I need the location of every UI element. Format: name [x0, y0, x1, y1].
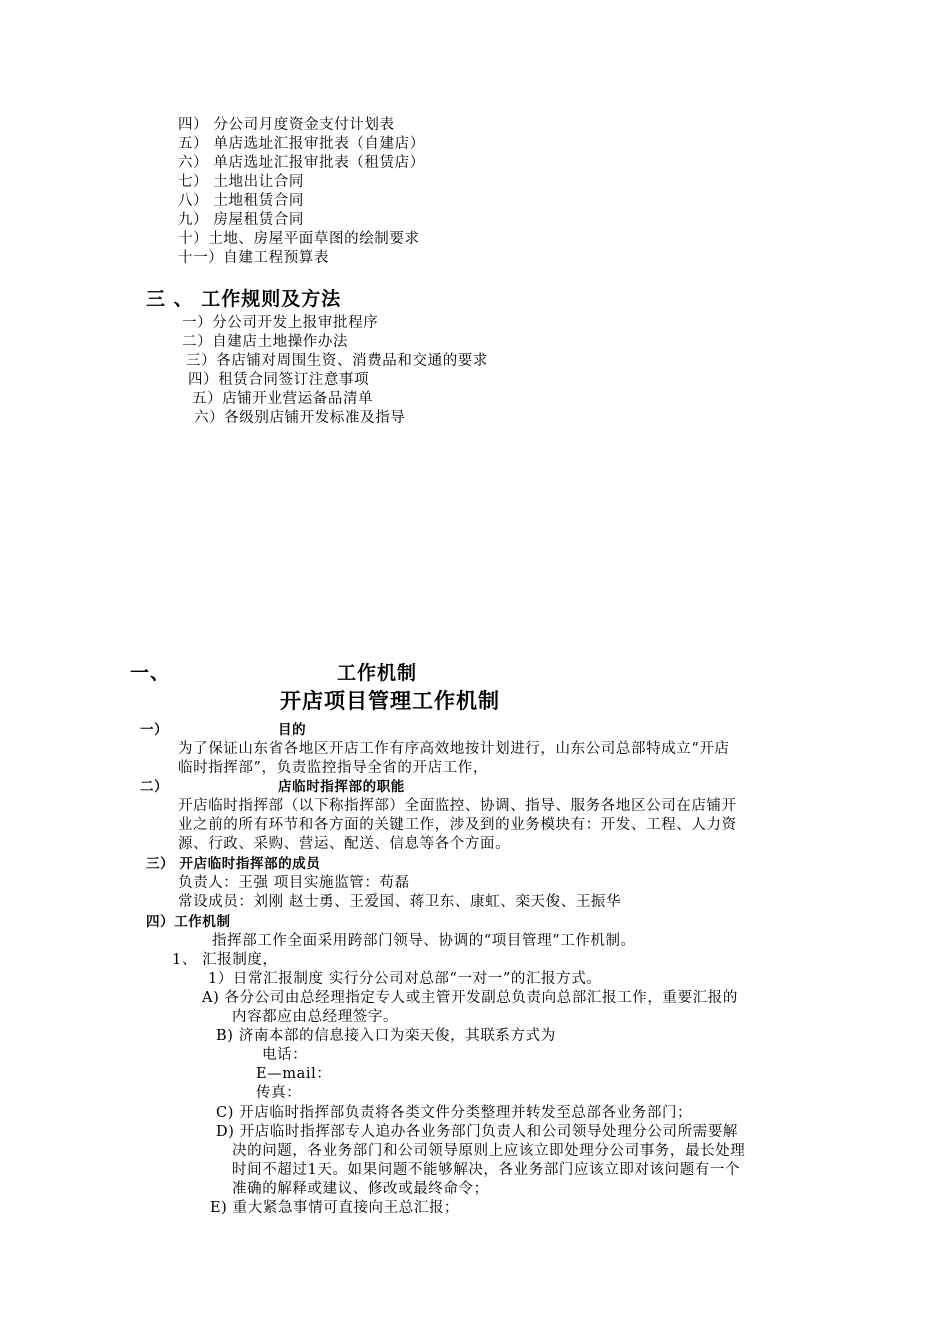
item-d-line: 时间不超过1天。如果问题不能够解决，各业务部门应该立即对该问题有一个: [232, 1162, 741, 1178]
item-b: B) 济南本部的信息接入口为栾天俊，其联系方式为: [216, 1028, 556, 1044]
item-e: E) 重大紧急事情可直接向王总汇报；: [210, 1200, 460, 1216]
duties-line: 开店临时指挥部（以下称指挥部）全面监控、协调、指导、服务各地区公司在店铺开: [178, 798, 737, 814]
attachment-item: 九） 房屋租赁合同: [178, 212, 305, 228]
purpose-heading: 目的: [278, 722, 307, 738]
attachment-item: 四） 分公司月度资金支付计划表: [178, 117, 395, 133]
section3-item: 四）租赁合同签订注意事项: [188, 372, 370, 388]
contact-email: E—mail：: [256, 1066, 332, 1082]
item-d-line: D) 开店临时指挥部专人追办各业务部门负责人和公司领导处理分公司所需要解: [216, 1124, 738, 1140]
section3-heading: 三 、 工作规则及方法: [146, 288, 342, 310]
duties-heading: 店临时指挥部的职能: [278, 779, 405, 795]
section3-item: 一）分公司开发上报审批程序: [182, 315, 379, 331]
section1-subtitle: 开店项目管理工作机制: [280, 689, 500, 713]
contact-phone: 电话：: [262, 1047, 308, 1063]
members-heading: 三） 开店临时指挥部的成员: [146, 856, 321, 872]
duties-number: 二）: [140, 779, 169, 795]
purpose-line: 临时指挥部”，负责监控指导全省的开店工作，: [178, 760, 489, 776]
attachment-item: 十）土地、房屋平面草图的绘制要求: [178, 231, 420, 247]
contact-fax: 传真：: [256, 1085, 302, 1101]
reporting-system: 1、 汇报制度，: [172, 952, 278, 968]
daily-reporting: 1）日常汇报制度 实行分公司对总部“一对一”的汇报方式。: [208, 971, 602, 987]
section1-number: 一、: [130, 662, 171, 684]
duties-line: 业之前的所有环节和各方面的关键工作，涉及到的业务模块有：开发、工程、人力资: [178, 817, 737, 833]
item-d-line: 决的问题，各业务部门和公司领导原则上应该立即处理分公司事务，最长处理: [232, 1143, 746, 1159]
members-leader: 负责人：王强 项目实施监管：苟磊: [178, 875, 410, 891]
attachment-item: 八） 土地租赁合同: [178, 193, 305, 209]
attachment-item: 六） 单店选址汇报审批表（租赁店）: [178, 155, 425, 171]
item-a-line: A) 各分公司由总经理指定专人或主管开发副总负责向总部汇报工作，重要汇报的: [202, 990, 738, 1006]
mechanism-heading: 四）工作机制: [146, 914, 231, 930]
item-c: C) 开店临时指挥部负责将各类文件分类整理并转发至总部各业务部门；: [216, 1105, 693, 1121]
attachment-item: 七） 土地出让合同: [178, 174, 305, 190]
attachment-item: 五） 单店选址汇报审批表（自建店）: [178, 136, 425, 152]
attachment-item: 十一）自建工程预算表: [178, 250, 329, 266]
section3-item: 六）各级别店铺开发标准及指导: [194, 410, 406, 426]
section3-item: 三）各店铺对周围生资、消费品和交通的要求: [186, 353, 488, 369]
section3-item: 五）店铺开业营运备品清单: [192, 391, 374, 407]
duties-line: 源、行政、采购、营运、配送、信息等各个方面。: [178, 836, 511, 852]
section3-item: 二）自建店土地操作办法: [182, 334, 349, 350]
item-d-line: 准确的解释或建议、修改或最终命令；: [232, 1181, 489, 1197]
item-a-line: 内容都应由总经理签字。: [232, 1009, 399, 1025]
members-regular: 常设成员：刘刚 赵士勇、王爱国、蒋卫东、康虹、栾天俊、王振华: [178, 894, 622, 910]
purpose-number: 一）: [140, 722, 169, 738]
mechanism-intro: 指挥部工作全面采用跨部门领导、协调的“项目管理”工作机制。: [212, 933, 636, 949]
section1-title: 工作机制: [337, 662, 418, 684]
purpose-line: 为了保证山东省各地区开店工作有序高效地按计划进行，山东公司总部特成立“开店: [178, 741, 730, 757]
